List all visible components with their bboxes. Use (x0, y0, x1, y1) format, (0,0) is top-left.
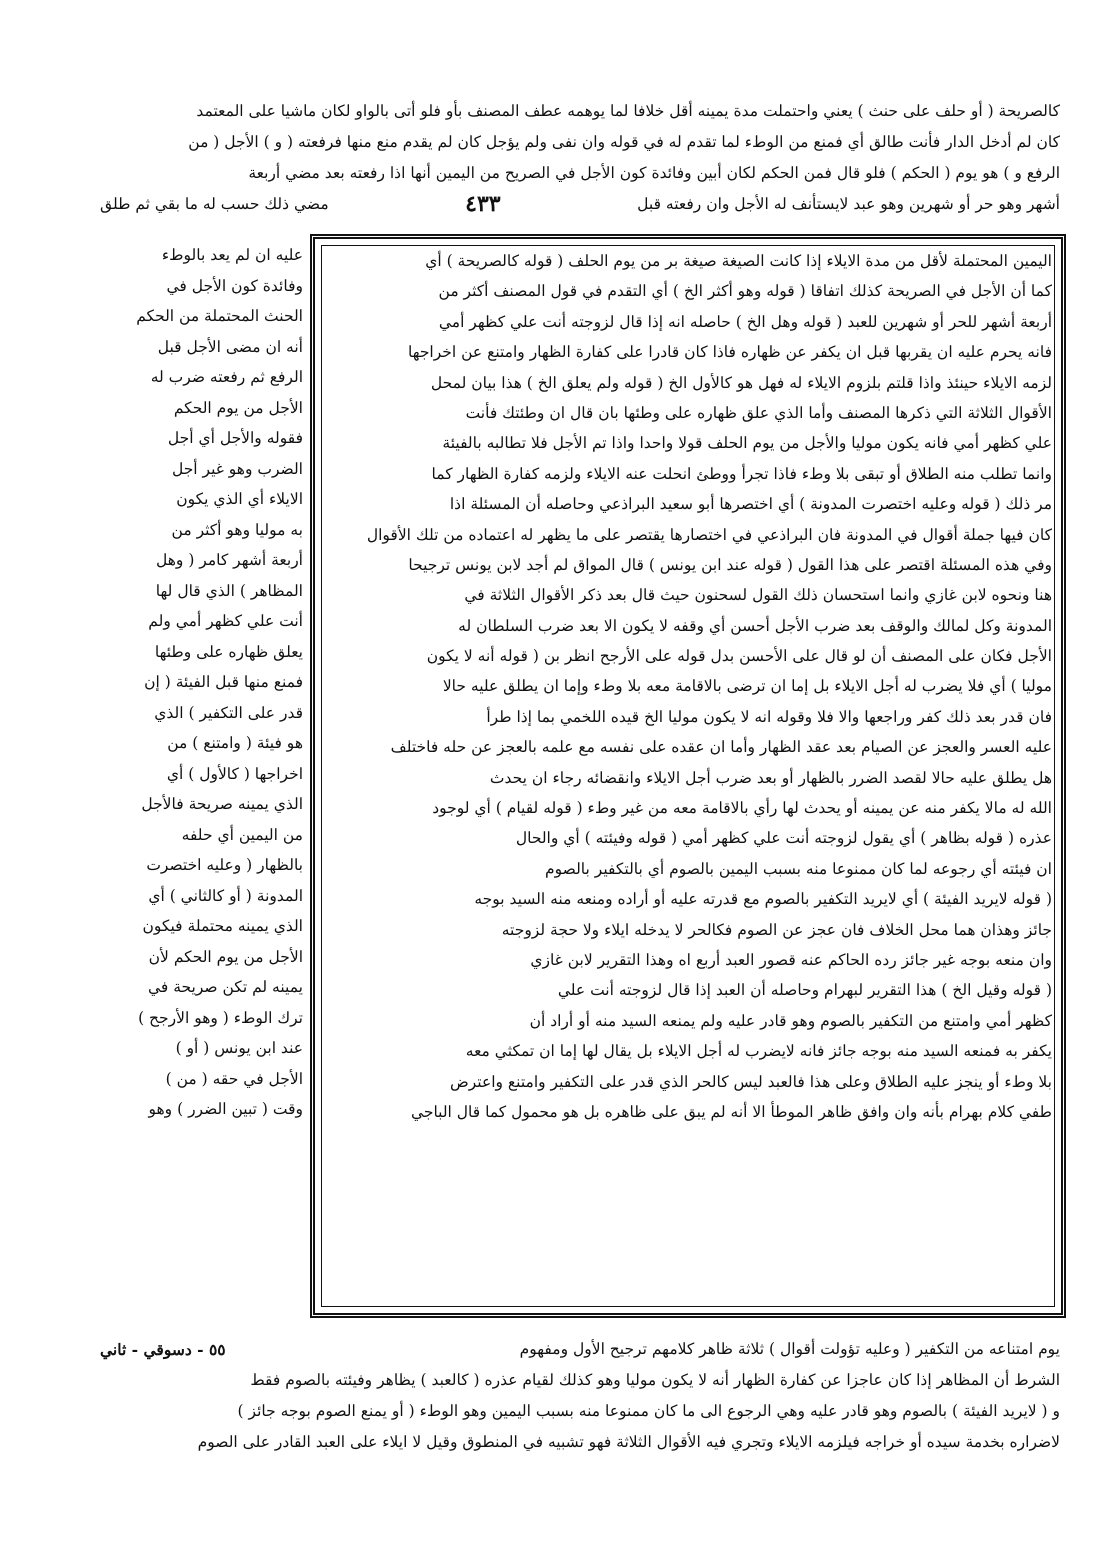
text-line: لزمه الايلاء حينئذ واذا قلتم بلزوم الايلاء له فهل هو كالأول الخ ( قوله ولم يعلق الخ ) هذا بيان لمحل (430, 373, 1052, 392)
text-line: الله له مالا يكفر منه عن يمينه أو يحدث لها رأي بالاقامة معه من غير وطء ( قوله لقيام ) أي لوجود (432, 799, 1052, 818)
text-line: جائز وهذان هما محل الخلاف فان عجز عن الصوم فكالحر لا يدخله ايلاء ولا حجة لزوجته (501, 920, 1052, 939)
text-line: الأجل من يوم الحكم لأن (148, 947, 303, 966)
text-line: قدر على التكفير ) الذي (154, 703, 303, 722)
text-line: الحنث المحتملة من الحكم (136, 307, 303, 325)
text-line: لاضراره بخدمة سيده أو خراجه فيلزمه الايلاء وتجري فيه الأقوال الثلاثة فهو تشبيه في المنطوق وقيل لا ايلاء على العبد القادر على الصوم (197, 1433, 1060, 1451)
text-line: الأقوال الثلاثة التي ذكرها المصنف وأما الذي علق ظهاره على وطئها بان قال ان وطئتك فأنت (465, 403, 1052, 422)
text-line: الرفع و ) هو يوم ( الحكم ) فلو قال فمن الحكم لكان أبين وفائدة كون الأجل في الصريح من اليمين أنها اذا رفعته بعد مضي أربعة (248, 164, 1060, 182)
text-line: كالصريحة ( أو حلف على حنث ) يعني واحتملت مدة يمينه أقل خلافا لما يوهمه عطف المصنف بأو فلو أتى بالواو لكان ماشيا على المعتمد (196, 102, 1060, 120)
text-line: بلا وطء أو ينجز عليه الطلاق وعلى هذا فالعبد ليس كالحر الذي قدر على التكفير وامتنع واعترض (450, 1072, 1052, 1091)
text-line: اخراجها ( كالأول ) أي (166, 764, 303, 783)
text-line: أشهر وهو حر أو شهرين وهو عبد لايستأنف له الأجل وان رفعته قبل (637, 195, 1060, 213)
text-line: وقت ( تبين الضرر ) وهو (148, 1100, 303, 1118)
text-line: المدونة ( أو كالثاني ) أي (148, 886, 303, 905)
text-line: الايلاء أي الذي يكون (176, 490, 303, 508)
text-line: هو فيئة ( وامتنع ) من (167, 734, 303, 752)
text-line: طفي كلام بهرام بأنه وان وافق ظاهر الموطأ الا أنه لم يبق على ظاهره بل هو محمول كما قال الباجي (410, 1102, 1052, 1121)
text-line: ( قوله لايريد الفيئة ) أي لايريد التكفير بالصوم مع قدرته عليه أو أراده ومنعه منه السيد بوجه (474, 890, 1052, 909)
text-line: يمينه لم تكن صريحة في (147, 978, 303, 996)
text-line: أربعة أشهر للحر أو شهرين للعبد ( قوله وهل الخ ) حاصله انه إذا قال لزوجته أنت علي كظهر أمي (438, 312, 1052, 331)
text-line: هنا ونحوه لابن غازي وانما استحسان ذلك القول لسحنون حيث قال بعد ذكر الأقوال الثلاثة في (464, 586, 1052, 605)
text-line: الذي يمينه صريحة فالأجل (141, 795, 303, 813)
text-line: ( قوله وقيل الخ ) هذا التقرير لبهرام وحاصله أن العبد إذا قال لزوجته أنت علي (557, 981, 1052, 1000)
text-line: المظاهر ) الذي قال لها (155, 581, 303, 600)
text-line: الأجل فكان على المصنف أن لو قال على الأحسن بدل قوله على الأرجح انظر بن ( قوله أنه لا يكون (426, 647, 1052, 666)
bottom-commentary (100, 1334, 1060, 1458)
text-line: هل يطلق عليه حالا لقصد الضرر بالظهار أو بعد ضرب أجل الايلاء وانقضائه رجاء ان يحدث (489, 768, 1052, 787)
text-line: عذره ( قوله بظاهر ) أي يقول لزوجته أنت علي كظهر أمي ( قوله وفيئته ) أي والحال (515, 829, 1052, 848)
margin-commentary (108, 240, 303, 1125)
volume-marker: ٥٥ - دسوقي - ثاني (100, 1340, 226, 1359)
text-line: المدونة وكل لمالك والوقف بعد ضرب الأجل أحسن أي وقفه لا يكون الا بعد ضرب السلطان له (458, 616, 1052, 635)
text-line: يعلق ظهاره على وطئها (154, 642, 303, 661)
framed-commentary (322, 246, 1052, 1127)
text-line: الرفع ثم رفعته ضرب له (150, 368, 303, 386)
text-line: الضرب وهو غير أجل (171, 459, 303, 478)
text-line: من اليمين أي حلفه (181, 825, 303, 844)
text-line: فان قدر بعد ذلك كفر وراجعها والا فلا وقوله انه لا يكون موليا الخ قيده اللخمي بما إذا طرأ (486, 707, 1052, 726)
text-line: يوم امتناعه من التكفير ( وعليه تؤولت أقوال ) ثلاثة ظاهر كلامهم ترجيح الأول ومفهوم (519, 1340, 1060, 1358)
text-line: كما أن الأجل في الصريحة كذلك اتفاقا ( قوله وهو أكثر الخ ) أي التقدم في قول المصنف أكثر من (438, 282, 1052, 301)
text-line: و ( لايريد الفيئة ) بالصوم وهو قادر عليه وهي الرجوع الى ما كان ممنوعا منه بسبب اليمين وهو الوطء ( أو يمنع الصوم بوجه جائز ) (237, 1402, 1060, 1420)
text-line: ترك الوطء ( وهو الأرجح ) (138, 1008, 303, 1027)
text-line: به موليا وهو أكثر من (171, 520, 303, 539)
text-line: فقوله والأجل أي أجل (167, 429, 303, 447)
section-marker-line (100, 1334, 1060, 1365)
text-line: كان فيها جملة أقوال في المدونة فان البراذعي في اختصارها يقتصر على ما يظهر له اعتماده من تلك الأقوال (366, 525, 1052, 544)
text-line: مضي ذلك حسب له ما بقي ثم طلق (100, 195, 329, 213)
text-line: مر ذلك ( قوله وعليه اختصرت المدونة ) أي اختصرها أبو سعيد البراذعي وحاصله أن المسئلة اذا (449, 495, 1052, 514)
text-line: الشرط أن المظاهر إذا كان عاجزا عن كفارة الظهار أنه لا يكون موليا وهو كذلك لقيام عذره ( كالعبد ) يظاهر وفيئته بالصوم فقط (250, 1371, 1060, 1389)
text-line: عليه العسر والعجز عن الصيام بعد عقد الظهار وأما ان عقده على نفسه مع علمه بالعجز عن حله فاختلف (390, 738, 1052, 757)
page-number: ٤٣٣ (465, 191, 501, 217)
top-commentary (100, 96, 1060, 220)
text-line: فانه يحرم عليه ان يقربها قبل ان يكفر عن ظهاره فاذا كان قادرا على كفارة الظهار وامتنع عن اخراجها (407, 343, 1052, 362)
text-line: عند ابن يونس ( أو ) (175, 1039, 303, 1057)
text-line: أربعة أشهر كامر ( وهل (156, 551, 303, 569)
page-number-line (100, 189, 1060, 220)
text-line: أنه ان مضى الأجل قبل (157, 337, 303, 356)
text-line: كظهر أمي وامتنع من التكفير بالصوم وهو قادر عليه ولم يمنعه السيد منه أو أراد أن (529, 1011, 1052, 1030)
text-line: الذي يمينه محتملة فيكون (142, 917, 303, 935)
text-line: وانما تطلب منه الطلاق أو تبقى بلا وطء فاذا تجرأ ووطئ انحلت عنه الايلاء ولزمه كفارة الظهار كما (431, 464, 1052, 483)
text-line: وفائدة كون الأجل في (166, 276, 303, 295)
text-line: عليه ان لم يعد بالوطء (161, 246, 303, 264)
text-line: أنت علي كظهر أمي ولم (148, 612, 303, 630)
text-line: يكفر به فمنعه السيد منه بوجه جائز فانه لايضرب له أجل الايلاء بل يقال لها إما ان تمكثي معه (465, 1042, 1052, 1061)
text-line: فمنع منها قبل الفيئة ( إن (144, 673, 303, 691)
text-line: كان لم أدخل الدار فأنت طالق أي فمنع من الوطء لما تقدم له في قوله وان نفى ولم يؤجل كان لم يقدم منع منها فرفعته ( و ) الأجل ( من (188, 133, 1060, 151)
text-line: ان فيئته أي رجوعه لما كان ممنوعا منه بسبب اليمين بالصوم أي بالتكفير بالصوم (545, 859, 1052, 878)
text-line: وان منعه بوجه غير جائز رده الحاكم عنه قصور العبد أربع اه وهذا التقرير لابن غازي (530, 950, 1052, 969)
text-line: الأجل في حقه ( من ) (165, 1069, 303, 1088)
text-line: بالظهار ( وعليه اختصرت (146, 856, 303, 874)
text-line: الأجل من يوم الحكم (173, 398, 303, 417)
text-line: موليا ) أي فلا يضرب له أجل الايلاء بل إما ان ترضى بالاقامة معه بلا وطء وإما ان يطلق عليه حالا (442, 677, 1052, 696)
text-line: اليمين المحتملة لأقل من مدة الايلاء إذا كانت الصيغة صيغة بر من يوم الحلف ( قوله كالصريحة ) أي (425, 252, 1052, 270)
text-line: وفي هذه المسئلة اقتصر على هذا القول ( قوله عند ابن يونس ) قال المواق لم أجد لابن يونس ترجيحا (408, 555, 1052, 574)
text-line: علي كظهر أمي فانه يكون موليا والأجل من يوم الحلف قولا واحدا واذا تم الأجل فلا تطالبه بالفيئة (442, 434, 1052, 453)
